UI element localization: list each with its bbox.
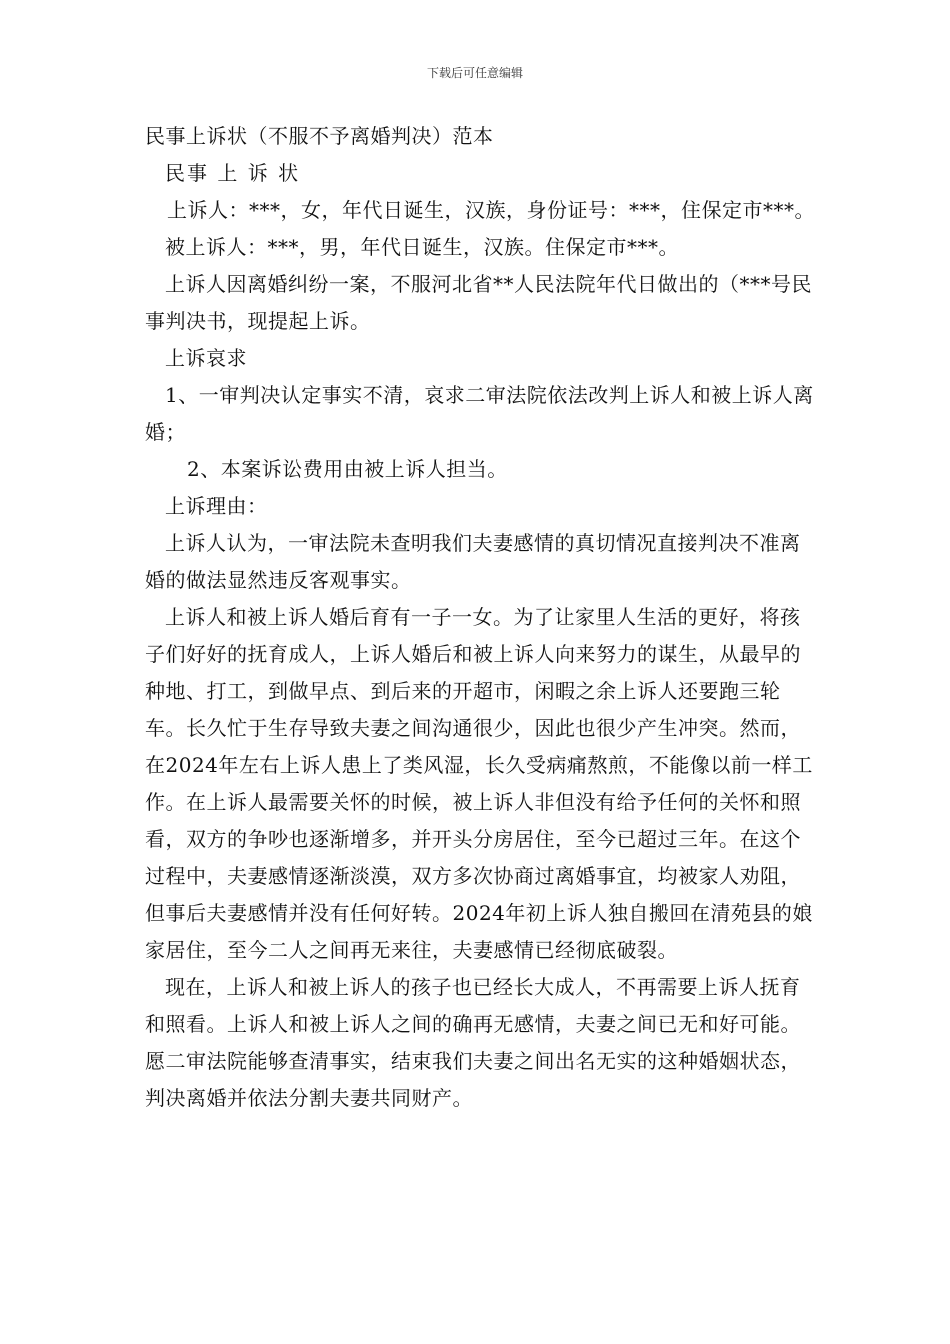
- reason-paragraph-3: 现在，上诉人和被上诉人的孩子也已经长大成人，不再需要上诉人抚育和照看。上诉人和被上诉人之间的确再无感情，夫妻之间已无和好可能。愿二审法院能够查清事实，结束我们夫妻之间出名无实的这种婚姻状态，判决离婚并依法分割夫妻共同财产。: [145, 975, 801, 1110]
- intro-paragraph: 上诉人因离婚纠纷一案，不服河北省**人民法院年代日做出的（***号民事判决书，现提起上诉。: [145, 272, 812, 333]
- appellee-paragraph: 被上诉人：***，男，年代日诞生，汉族。住保定市***。: [165, 235, 679, 259]
- reasons-heading: 上诉理由：: [165, 494, 268, 518]
- header-note: 下载后可任意编辑: [426, 66, 523, 80]
- reason-paragraph-1: 上诉人认为，一审法院未查明我们夫妻感情的真切情况直接判决不准离婚的做法显然违反客观事实。: [145, 531, 801, 592]
- request-item-1: 1、一审判决认定事实不清，哀求二审法院依法改判上诉人和被上诉人离婚；: [145, 383, 814, 444]
- document-title: 民事上诉状（不服不予离婚判决）范本: [145, 124, 494, 148]
- reason-paragraph-2: 上诉人和被上诉人婚后育有一子一女。为了让家里人生活的更好，将孩子们好好的抚育成人，上诉人婚后和被上诉人向来努力的谋生，从最早的种地、打工，到做早点、到后来的开超市，闲暇之余上诉人还要跑三轮车。长久忙于生存导致夫妻之间沟通很少，因此也很少产生冲突。然而，在2024年左右上诉人患上了类风湿，长久受病痛熬煎，不能像以前一样工作。在上诉人最需要关怀的时候，被上诉人非但没有给予任何的关怀和照看，双方的争吵也逐渐增多，并开头分房居住，至今已超过三年。在这个过程中，夫妻感情逐渐淡漠，双方多次协商过离婚事宜，均被家人劝阻，但事后夫妻感情并没有任何好转。2024年初上诉人独自搬回在清苑县的娘家居住，至今二人之间再无来往，夫妻感情已经彻底破裂。: [145, 605, 813, 962]
- request-item-2: 2、本案诉讼费用由被上诉人担当。: [187, 457, 508, 481]
- requests-heading: 上诉哀求: [165, 346, 247, 370]
- document-body: [145, 118, 815, 1117]
- appellant-paragraph: 上诉人：***，女，年代日诞生，汉族，身份证号：***，住保定市***。: [167, 198, 815, 222]
- document-subtitle: 民事 上 诉 状: [165, 161, 301, 185]
